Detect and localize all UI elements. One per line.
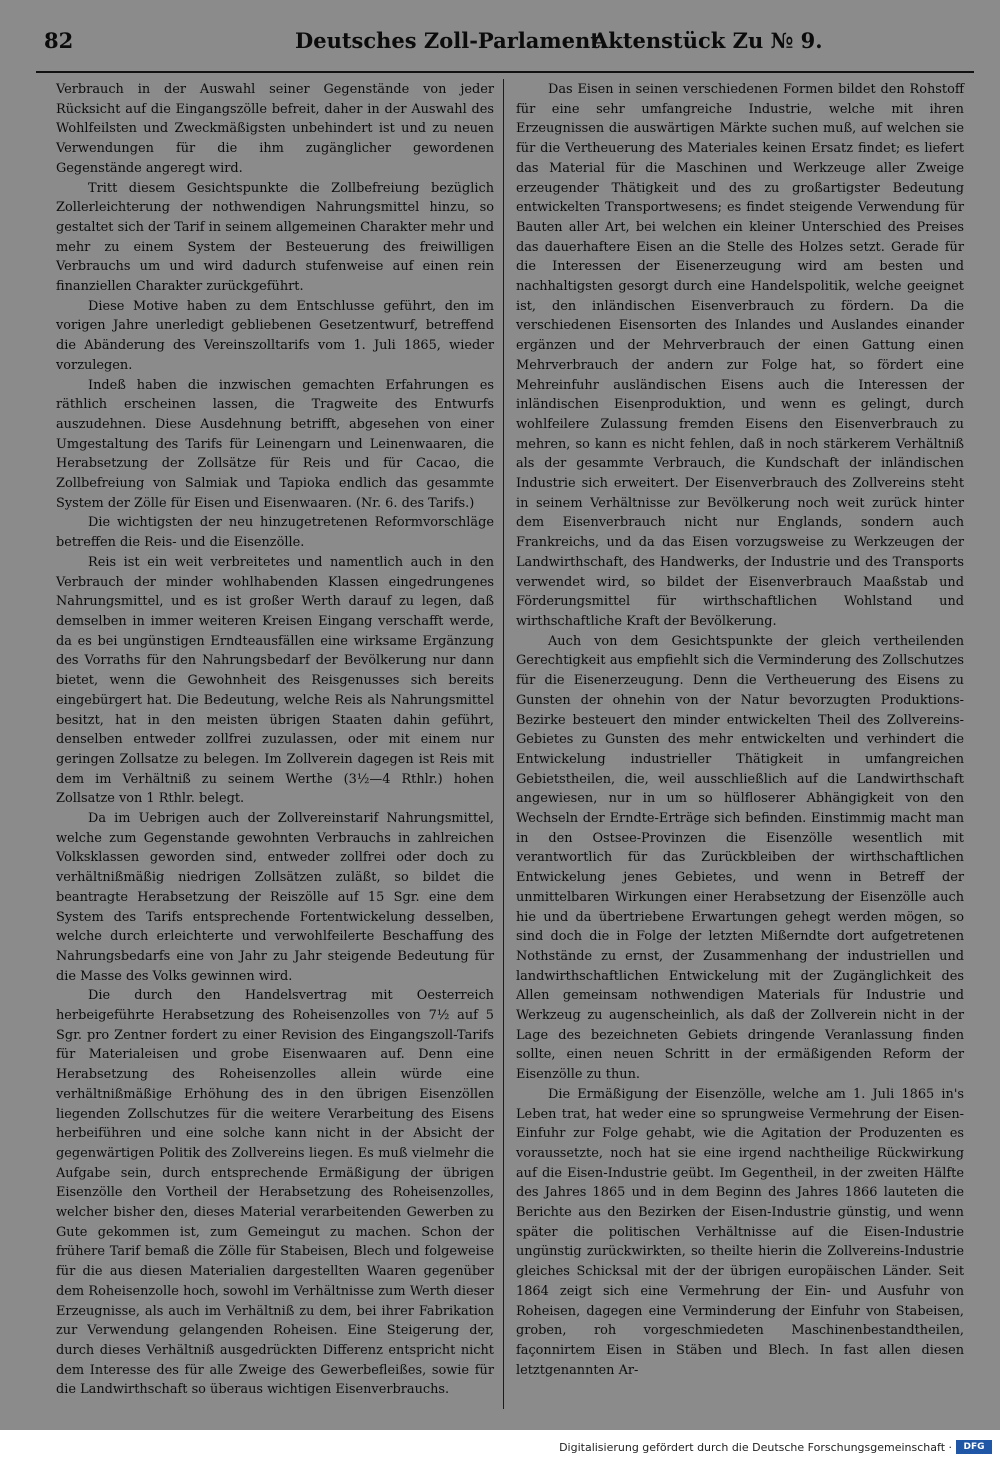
page-header	[40, 28, 974, 60]
header-rule	[36, 71, 974, 73]
right-column	[516, 80, 964, 1380]
paragraph: Verbrauch in der Auswahl seiner Gegenstände von jeder Rücksicht auf die Eingangszölle befreit, daher in der Auswahl des Wohlfeilsten und Zweckmäßigsten unbehindert ist und zu neuen Verwendungen für die ihm zugänglicher gewordenen Gegenstände angeregt wird.	[56, 82, 494, 176]
dfg-logo: DFG	[956, 1440, 992, 1454]
paragraph: Tritt diesem Gesichtspunkte die Zollbefreiung bezüglich Zollerleichterung der nothwendigen Nahrungsmittel hinzu, so gestaltet sich der Tarif in seinem allgemeinen Charakter mehr und mehr zu einem System der Besteuerung des freiwilligen Verbrauchs um und wird dadurch stufenweise auf einen rein finanziellen Charakter zurückgeführt.	[56, 180, 494, 295]
paragraph: Da im Uebrigen auch der Zollvereinstarif Nahrungsmittel, welche zum Gegenstande gewohnten Verbrauchs in zahlreichen Volksklassen geworden sind, entweder zollfrei oder doch zu verhältnißmäßig niedrigen Zollsätzen zuläßt, so bildet die beantragte Herabsetzung der Reiszölle auf 15 Sgr. eine dem System des Tarifs entsprechende Fortentwickelung desselben, welche durch erleichterte und verwohlfeilerte Beschaffung des Nahrungsbedarfs eine von Jahr zu Jahr steigende Bedeutung für die Masse des Volks gewinnen wird.	[56, 811, 494, 984]
page-number: 82	[44, 28, 74, 53]
paragraph: Die Ermäßigung der Eisenzölle, welche am 1. Juli 1865 in's Leben trat, hat weder eine so sprungweise Vermehrung der Eisen-Einfuhr zur Folge gehabt, wie die Agitation der Produzenten es voraussetzte, noch hat sie eine irgend nachtheilige Rückwirkung auf die Eisen-Industrie geübt. Im Gegentheil, in der zweiten Hälfte des Jahres 1865 und in dem Beginn des Jahres 1866 lauteten die Berichte aus den Bezirken der Eisen-Industrie günstig, und wenn später die politischen Verhältnisse auf die Eisen-Industrie ungünstig zurückwirkten, so theilte hierin die Zollvereins-Industrie gleiches Schicksal mit der der übrigen europäischen Länder. Seit 1864 zeigt sich eine Vermehrung der Ein- und Ausfuhr von Roheisen, dagegen eine Verminderung der Einfuhr von Stabeisen, groben, roh vorgeschmiedeten Maschinenbestandtheilen, façonnirtem Eisen in Stäben und Blech. In fast allen diesen letztgenannten Ar-	[516, 1086, 964, 1378]
paragraph: Reis ist ein weit verbreitetes und namentlich auch in den Verbrauch der minder wohlhabenden Klassen eingedrungenes Nahrungsmittel, und es ist großer Werth darauf zu legen, daß demselben in immer weiteren Kreisen Eingang verschafft werde, da es bei ungünstigen Erndteausfällen eine wirksame Ergänzung des Vorraths für den Nahrungsbedarf der Bevölkerung nur dann bietet, wenn die Gewohnheit des Reisgenusses sich bereits eingebürgert hat. Die Bedeutung, welche Reis als Nahrungsmittel besitzt, hat in den meisten übrigen Staaten dahin geführt, denselben entweder zollfrei zuzulassen, oder mit einem nur geringen Zollsatze zu belegen. Im Zollverein dagegen ist Reis mit dem im Verhältniß zu seinem Werthe (3½—4 Rthlr.) hohen Zollsatze von 1 Rthlr. belegt.	[56, 554, 494, 807]
funding-credit: Digitalisierung gefördert durch die Deutsche Forschungsgemeinschaft ·	[559, 1441, 952, 1454]
digitization-footer	[0, 1430, 1000, 1459]
paragraph: Die wichtigsten der neu hinzugetretenen Reformvorschläge betreffen die Reis- und die Eisenzölle.	[56, 515, 494, 551]
paragraph: Auch von dem Gesichtspunkte der gleich vertheilenden Gerechtigkeit aus empfiehlt sich die Verminderung des Zollschutzes für die Eisenerzeugung. Denn die Vertheuerung des Eisens zu Gunsten der ohnehin von der Natur bevorzugten Produktions-Bezirke besteuert den minder entwickelten Theil des Zollvereins-Gebietes zu Gunsten des mehr entwickelten und verhindert die Entwickelung industrieller Thätigkeit in umfangreichen Gebietstheilen, die, weil ausschließlich auf die Landwirthschaft angewiesen, nur in um so hülfloserer Abhängigkeit von den Wechseln der Erndte-Erträge sich befinden. Einstimmig macht man in den Ostsee-Provinzen die Eisenzölle wesentlich mit verantwortlich für das Zurückbleiben der wirthschaftlichen Entwickelung jenes Gebietes, und wenn in Betreff der unmittelbaren Wirkungen einer Herabsetzung der Eisenzölle auch hie und da übertriebene Erwartungen gehegt werden mögen, so sind doch die in Folge der letzten Mißerndte dort aufgetretenen Nothstände zu ernst, der Zusammenhang der industriellen und landwirthschaftlichen Entwickelung mit der Zugänglichkeit des Allen gemeinsam nothwendigen Materials für Industrie und Werkzeug zu augenscheinlich, als daß der Zollverein nicht in der Lage des bezeichneten Gebiets dringende Veranlassung finden sollte, einen neuen Schritt in der ermäßigenden Reform der Eisenzölle zu thun.	[516, 633, 964, 1083]
column-divider	[503, 79, 504, 1409]
paragraph: Das Eisen in seinen verschiedenen Formen bildet den Rohstoff für eine sehr umfangreiche Industrie, welche mit ihren Erzeugnissen die auswärtigen Märkte suchen muß, auf welchen sie für die Vertheuerung des Materiales keinen Ersatz findet; es liefert das Material für die Maschinen und Werkzeuge aller Zweige erzeugender Thätigkeit und des zu großartigster Bedeutung entwickelten Transportwesens; es findet steigende Verwendung für Bauten aller Art, bei welchen ein kleiner Unterschied des Preises das dauerhaftere Eisen an die Stelle des Holzes setzt. Gerade für die Interessen der Eisenerzeugung wird am besten und nachhaltigsten gesorgt durch eine Handelspolitik, welche geeignet ist, den inländischen Eisenverbrauch zu fördern. Da die verschiedenen Eisensorten des Inlandes und Auslandes einander ergänzen und der Mehrverbrauch der einen Gattung einen Mehrverbrauch der andern zur Folge hat, so fördert eine Mehreinfuhr ausländischen Eisens auch die Interessen der inländischen Eisenproduktion, und wenn es gelingt, durch wohlfeilere Zulassung fremden Eisens den Eisenverbrauch zu mehren, so kann es nicht fehlen, daß in noch stärkerem Verhältniß als der gesammte Verbrauch, die Kundschaft der inländischen Industrie sich erweitert. Der Eisenverbrauch des Zollvereins steht in seinem Verhältnisse zur Bevölkerung noch weit zurück hinter dem Eisenverbrauch nicht nur Englands, sondern auch Frankreichs, und da das Eisen vorzugsweise zu Werkzeugen der Landwirthschaft, des Handwerks, der Industrie und des Transports verwendet wird, so bildet der Eisenverbrauch Maaßstab und Förderungsmittel für wirthschaftlichen Wohlstand und wirthschaftliche Kraft der Bevölkerung.	[516, 82, 964, 629]
running-title: Deutsches Zoll-Parlament.	[295, 28, 608, 53]
left-column	[56, 80, 494, 1400]
paragraph: Die durch den Handelsvertrag mit Oesterreich herbeigeführte Herabsetzung des Roheisenzolles von 7½ auf 5 Sgr. pro Zentner fordert zu einer Revision des Eingangszoll-Tarifs für Materialeisen und grobe Eisenwaaren auf. Denn eine Herabsetzung des Roheisenzolles allein würde eine verhältnißmäßige Erhöhung des in den übrigen Eisenzöllen liegenden Zollschutzes für die weitere Verarbeitung des Eisens herbeiführen und eine solche kann nicht in der Absicht der gegenwärtigen Politik des Zollvereins liegen. Es muß vielmehr die Aufgabe sein, durch entsprechende Ermäßigung der übrigen Eisenzölle den Vortheil der Herabsetzung des Roheisenzolles, welcher bisher den, dieses Material verarbeitenden Gewerben zu Gute gekommen ist, zum Gemeingut zu machen. Schon der frühere Tarif bemaß die Zölle für Stabeisen, Blech und folgeweise für die aus diesen Materialien dargestellten Waaren gegenüber dem Roheisenzolle hoch, sowohl im Verhältnisse zum Werth dieser Erzeugnisse, als auch im Verhältniß zu dem, bei ihrer Fabrikation zur Verwendung gelangenden Roheisen. Eine Steigerung der, durch dieses Verhältniß ausgedrückten Differenz entspricht nicht dem Interesse des für alle Zweige des Gewerbefleißes, sowie für die Landwirthschaft so überaus wichtigen Eisenverbrauchs.	[56, 988, 494, 1398]
document-reference: Aktenstück Zu № 9.	[592, 28, 823, 53]
paragraph: Diese Motive haben zu dem Entschlusse geführt, den im vorigen Jahre unerledigt gebliebenen Gesetzentwurf, betreffend die Abänderung des Vereinszolltarifs vom 1. Juli 1865, wieder vorzulegen.	[56, 298, 494, 373]
paragraph: Indeß haben die inzwischen gemachten Erfahrungen es räthlich erscheinen lassen, die Tragweite des Entwurfs auszudehnen. Diese Ausdehnung betrifft, abgesehen von einer Umgestaltung des Tarifs für Leinengarn und Leinenwaaren, die Herabsetzung der Zollsätze für Reis und für Cacao, die Zollbefreiung von Salmiak und Tapioka endlich das gesammte System der Zölle für Eisen und Eisenwaaren. (Nr. 6. des Tarifs.)	[56, 377, 494, 511]
